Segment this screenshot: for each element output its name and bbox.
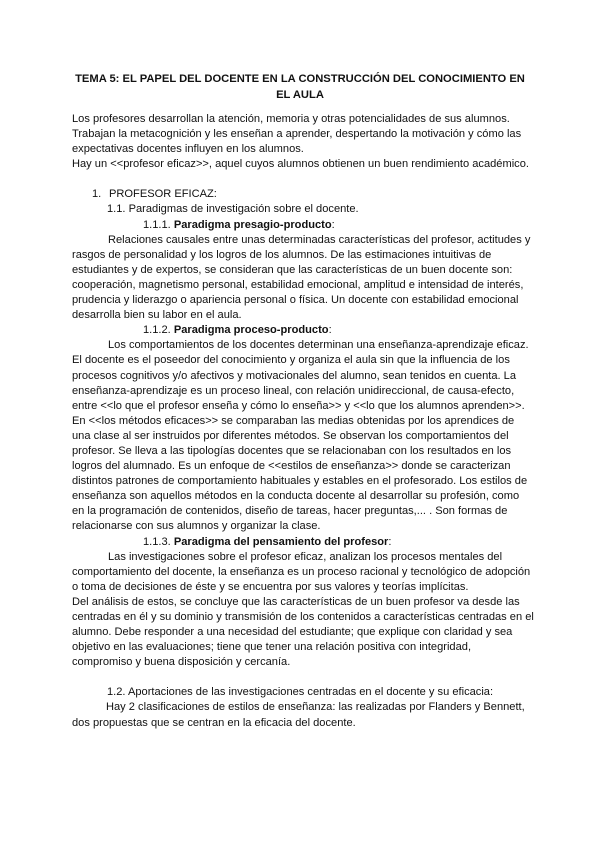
subsection-suffix: : — [328, 324, 332, 337]
paragraph-1-1-2-b: En <<los métodos eficaces>> se comparaban las medias obtenidas por los aprendices de una clase al ser instruidos por diferentes métodos. Se observan los comportamientos del profesor. Se lleva a las tipologías docentes que se relacionaban con los resultados en los logros del alumnado. Es un enfoque de <<estilos de enseñanza>> donde se caracterizan distintos patrones de comportamiento habituales y estables en el profesorado. Los estilos de enseñanza son aquellos métodos en la conducta docente al desarrollar su profesión, como en la programación de contenidos, diseño de tareas, hacer preguntas,... . Son formas de relacionarse con sus alumnos y organizar la clase. — [72, 414, 528, 533]
subsection-suffix: : — [331, 218, 335, 231]
paragraph-1-1-3-b: Del análisis de estos, se concluye que las características de un buen profesor va desde las centradas en él y su dominio y transmisión de los contenidos a características centradas en el alumno. Debe responder a una necesidad del estudiante; que explique con claridad y sea objetivo en las evaluaciones; tiene que tener una relación positiva con integridad, compromiso y buena disposición y cercanía. — [72, 595, 534, 669]
subsection-label: Paradigma proceso-producto — [173, 324, 329, 337]
intro-paragraph-1: Los profesores desarrollan la atención, memoria y otras potencialidades de sus alumnos. Trabajan la metacognición y les enseñan a aprender, despertando la motivación y cómo las expectativas docentes influyen en los alumnos. — [72, 113, 522, 156]
subsection-number: 1.1.2. — [143, 324, 174, 337]
paragraph-1-1-2-a: Los comportamientos de los docentes determinan una enseñanza-aprendizaje eficaz. El docente es el poseedor del conocimiento y organiza el aula sin que la influencia de los procesos cognitivos y/o afectivos y motivacionales del alumno, sean tenidos en cuenta. La enseñanza-aprendizaje es un proceso lineal, con relación unidireccional, de causa-efecto, entre <<lo que el profesor enseña y cómo lo enseña>> y <<lo que los alumnos aprenden>>. — [72, 339, 529, 412]
page-title: TEMA 5: EL PAPEL DEL DOCENTE EN LA CONSTRUCCIÓN DEL CONOCIMIENTO EN EL AULA — [75, 73, 525, 101]
paragraph-1-1-1: Relaciones causales entre unas determinadas características del profesor, actitudes y rasgos de personalidad y los logros de los alumnos. De las estimaciones intuitivas de estudiantes y de expertos, se consideran que las características de un buen docente son: cooperación, magnetismo personal, estabilidad emocional, amplitud e intensidad de interés, prudencia y liderazgo o apariencia personal o física. Un docente con estabilidad emocional desarrolla bien su labor en el aula. — [72, 233, 531, 322]
section-number: 1. — [92, 188, 102, 201]
section-label: PROFESOR EFICAZ: — [109, 188, 217, 201]
section-heading-1-1-2 — [72, 323, 534, 338]
section-heading-1-1-3 — [72, 535, 534, 550]
spacer — [72, 172, 534, 187]
subsection-number: 1.1.3. — [143, 535, 174, 548]
subsection-number: 1.1.1. — [143, 218, 174, 231]
section-heading-1-1: 1.1. Paradigmas de investigación sobre el docente. — [107, 203, 359, 216]
spacer — [72, 670, 534, 685]
section-heading-1-1-1 — [72, 218, 534, 233]
paragraph-1-2: Hay 2 clasificaciones de estilos de enseñanza: las realizadas por Flanders y Bennett, dos propuestas que se centran en la eficacia del docente. — [72, 701, 525, 729]
paragraph-1-1-3-a: Las investigaciones sobre el profesor eficaz, analizan los procesos mentales del comportamiento del docente, la enseñanza es un proceso racional y tecnológico de adopción o toma de decisiones de éste y se encuentra por sus valores y teorías implícitas. — [72, 550, 531, 593]
subsection-label: Paradigma del pensamiento del profesor — [173, 535, 389, 548]
subsection-suffix: : — [388, 535, 392, 548]
intro-paragraph-2: Hay un <<profesor eficaz>>, aquel cuyos alumnos obtienen un buen rendimiento académico. — [72, 158, 529, 171]
subsection-label: Paradigma presagio-producto — [173, 218, 332, 231]
document-body — [72, 112, 534, 731]
section-heading-1 — [72, 187, 534, 202]
section-heading-1-2: 1.2. Aportaciones de las investigaciones centradas en el docente y su eficacia: — [107, 686, 494, 699]
